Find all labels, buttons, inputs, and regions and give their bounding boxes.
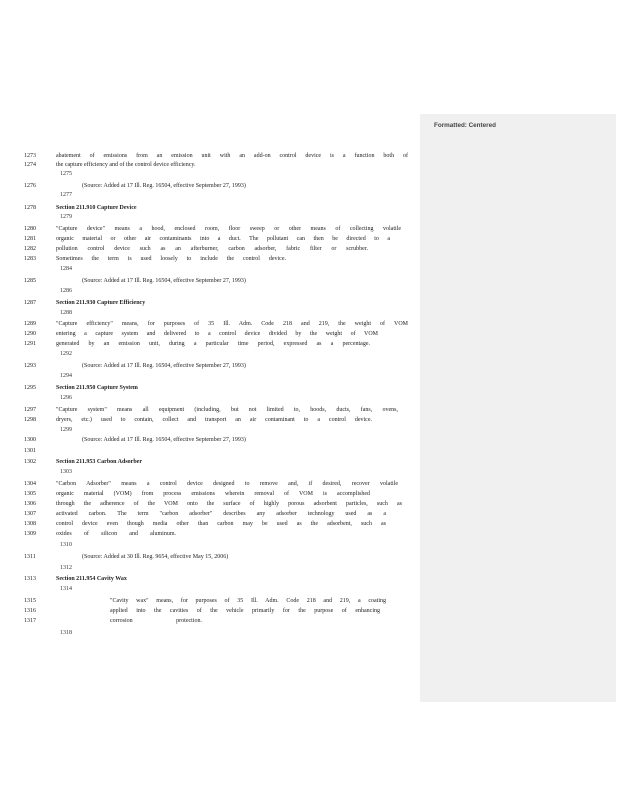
line-number: 1285 <box>24 278 36 284</box>
comment-pane <box>420 114 616 702</box>
line-number: 1289 <box>24 321 36 327</box>
sub-line-number: 1275 <box>60 171 72 177</box>
line-number: 1282 <box>24 246 36 252</box>
line-number: 1313 <box>24 576 36 582</box>
line-number: 1315 <box>24 598 36 604</box>
line-number: 1307 <box>24 511 36 517</box>
line-number: 1287 <box>24 300 36 306</box>
line-number: 1290 <box>24 331 36 337</box>
sub-line-number: 1303 <box>60 469 72 475</box>
body-text-line: corrosion protection. <box>110 618 202 624</box>
body-text-line: "Carbon Adsorber" means a control device designed to remove and, if desired, recover volatile <box>56 481 398 487</box>
sub-line-number: 1314 <box>60 586 72 592</box>
line-number: 1298 <box>24 417 36 423</box>
body-text-line: "Cavity wax" means, for purposes of 35 Ill. Adm. Code 218 and 219, a coating <box>110 598 386 604</box>
line-number: 1304 <box>24 481 36 487</box>
line-number: 1311 <box>24 554 36 560</box>
line-number: 1273 <box>24 153 36 159</box>
section-heading: Section 211.910 Capture Device <box>56 205 137 211</box>
section-heading: Section 211.930 Capture Efficiency <box>56 300 146 306</box>
body-text-line: abatement of emissions from an emission unit with an add-on control device is a function both of <box>56 153 408 159</box>
line-number: 1276 <box>24 183 36 189</box>
line-number: 1293 <box>24 363 36 369</box>
sub-line-number: 1288 <box>60 310 72 316</box>
line-number: 1283 <box>24 256 36 262</box>
sub-line-number: 1292 <box>60 351 72 357</box>
body-text-line: generated by an emission unit, during a particular time period, expressed as a percentage. <box>56 341 370 347</box>
body-text-line: "Capture device" means a hood, enclosed room, floor sweep or other means of collecting volatile <box>56 226 401 232</box>
body-text-line: organic material or other air contaminants into a duct. The pollutant can then be directed to a <box>56 236 390 242</box>
body-text-line: entering a capture system and delivered to a control device divided by the weight of VOM <box>56 331 378 337</box>
line-number: 1317 <box>24 618 36 624</box>
body-text-line: "Capture efficiency" means, for purposes of 35 Ill. Adm. Code 218 and 219, the weight of VOM <box>56 321 408 327</box>
sub-line-number: 1310 <box>60 542 72 548</box>
sub-line-number: 1294 <box>60 373 72 379</box>
sub-line-number: 1286 <box>60 288 72 294</box>
sub-line-number: 1318 <box>60 630 72 636</box>
line-number: 1291 <box>24 341 36 347</box>
source-note: (Source: Added at 17 Ill. Reg. 16504, effective September 27, 1993) <box>82 183 246 189</box>
line-number: 1306 <box>24 501 36 507</box>
body-text-line: applied into the cavities of the vehicle primarily for the purpose of enhancing <box>110 608 380 614</box>
source-note: (Source: Added at 17 Ill. Reg. 16504, effective September 27, 1993) <box>82 437 246 443</box>
body-text-line: "Capture system" means all equipment (including, but not limited to, hoods, ducts, fans, ovens, <box>56 407 398 413</box>
section-heading: Section 211.950 Capture System <box>56 385 138 391</box>
line-number: 1295 <box>24 385 36 391</box>
formatting-note: Formatted: Centered <box>434 122 496 129</box>
body-text-line: pollution control device such as an afterburner, carbon adsorber, fabric filter or scrubber. <box>56 246 368 252</box>
sub-line-number: 1312 <box>60 565 72 571</box>
sub-line-number: 1284 <box>60 266 72 272</box>
line-number: 1280 <box>24 226 36 232</box>
line-number: 1274 <box>24 162 36 168</box>
source-note: (Source: Added at 30 Ill. Reg. 9654, effective May 15, 2006) <box>82 554 229 560</box>
body-text-line: activated carbon. The term "carbon adsorber" describes any adsorber technology used as a <box>56 511 386 517</box>
section-heading: Section 211.953 Carbon Adsorber <box>56 459 143 465</box>
line-number: 1278 <box>24 205 36 211</box>
line-number: 1309 <box>24 531 36 537</box>
line-number: 1302 <box>24 459 36 465</box>
sub-line-number: 1279 <box>60 214 72 220</box>
body-text-line: the capture efficiency and of the control device efficiency. <box>56 162 196 168</box>
body-text-line: through the adherence of the VOM onto the surface of highly porous adsorbent particles, such as <box>56 501 402 507</box>
line-number: 1301 <box>24 448 36 454</box>
line-number: 1316 <box>24 608 36 614</box>
line-number: 1281 <box>24 236 36 242</box>
source-note: (Source: Added at 17 Ill. Reg. 16504, effective September 27, 1993) <box>82 278 246 284</box>
line-number: 1297 <box>24 407 36 413</box>
body-text-line: organic material (VOM) from process emissions wherein removal of VOM is accomplished <box>56 491 370 497</box>
line-number: 1305 <box>24 491 36 497</box>
body-text-line: Sometimes the term is used loosely to include the control device. <box>56 256 286 262</box>
body-text-line: oxides of silicon and aluminum. <box>56 531 176 537</box>
sub-line-number: 1296 <box>60 395 72 401</box>
source-note: (Source: Added at 17 Ill. Reg. 16504, effective September 27, 1993) <box>82 363 246 369</box>
body-text-line: dryers, etc.) used to contain, collect and transport an air contaminant to a control device. <box>56 417 372 423</box>
sub-line-number: 1299 <box>60 427 72 433</box>
sub-line-number: 1277 <box>60 192 72 198</box>
line-number: 1308 <box>24 521 36 527</box>
body-text-line: control device even though media other than carbon may be used as the adsorbent, such as <box>56 521 386 527</box>
line-number: 1300 <box>24 437 36 443</box>
section-heading: Section 211.954 Cavity Wax <box>56 576 127 582</box>
